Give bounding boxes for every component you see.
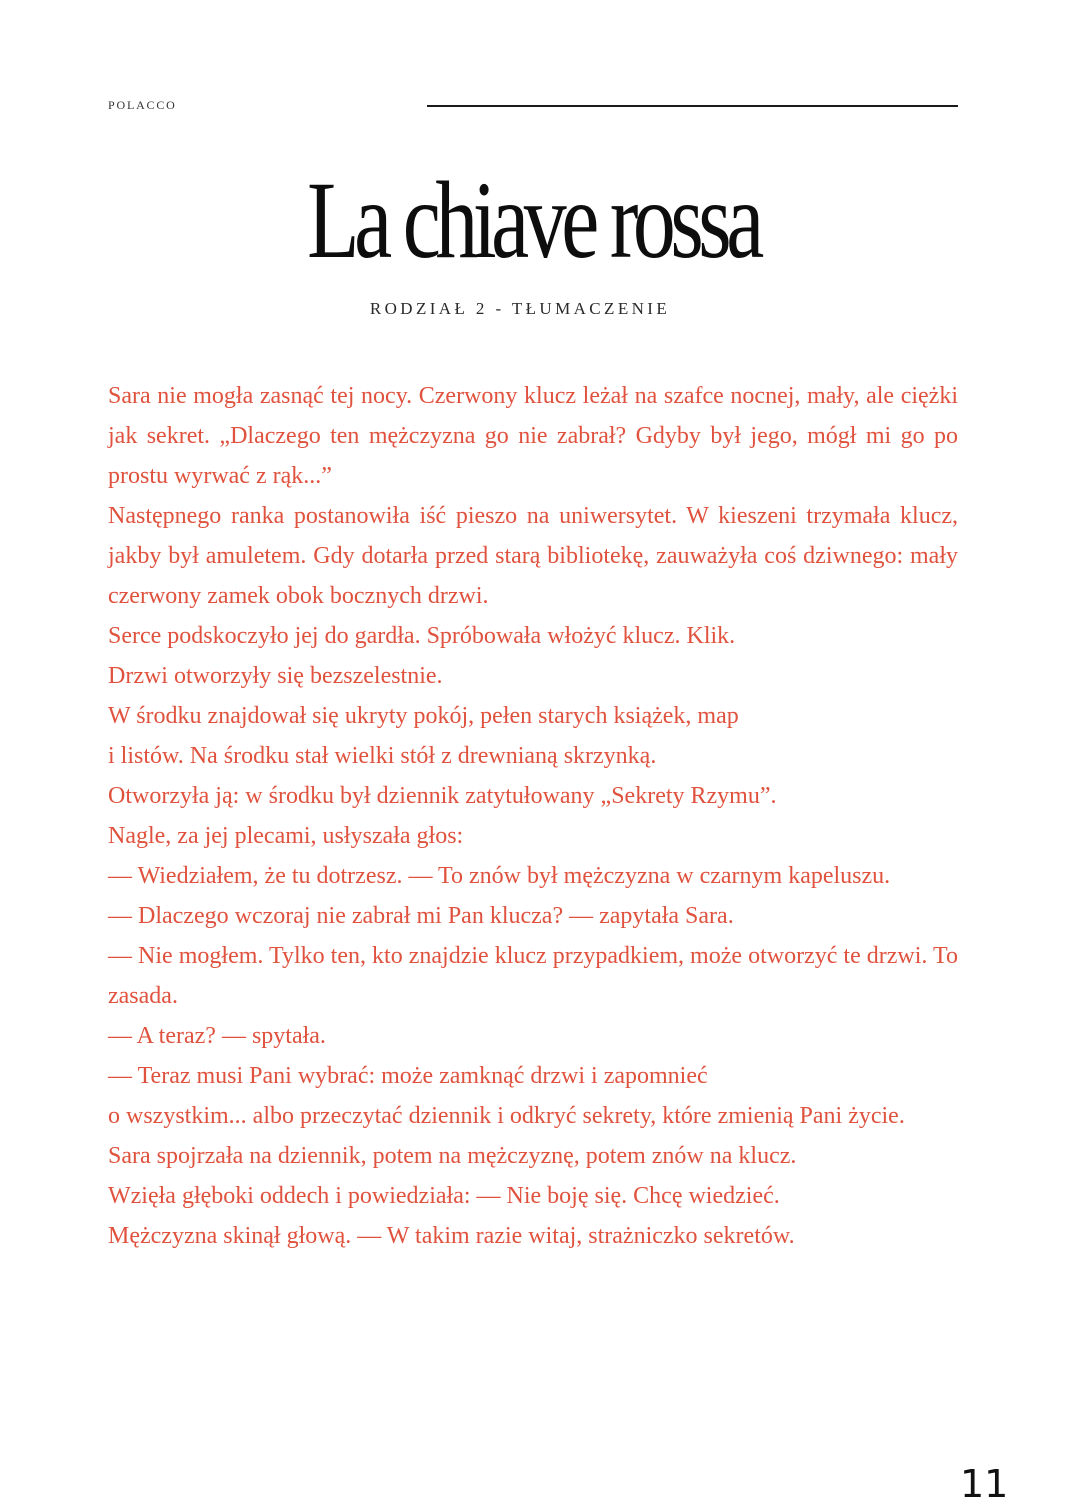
chapter-subtitle: RODZIAŁ 2 - TŁUMACZENIE bbox=[369, 299, 671, 318]
paragraph: — A teraz? — spytała. bbox=[108, 1023, 326, 1049]
paragraph: i listów. Na środku stał wielki stół z drewnianą skrzynką. bbox=[108, 743, 657, 769]
page-title: La chiave rossa bbox=[307, 159, 759, 281]
paragraph: Serce podskoczyło jej do gardła. Spróbowała włożyć klucz. Klik. bbox=[108, 623, 736, 649]
paragraph: Nagle, za jej plecami, usłyszała głos: bbox=[108, 823, 464, 849]
paragraph: Sara nie mogła zasnąć tej nocy. Czerwony klucz leżał na szafce nocnej, mały, ale ciężki jak sekret. „Dlaczego ten mężczyzna go nie zabrał? Gdyby był jego, mógł mi go po prostu wyrwać z rąk...” bbox=[108, 383, 958, 489]
paragraph: Następnego ranka postanowiła iść pieszo na uniwersytet. W kieszeni trzymała klucz, jakby był amuletem. Gdy dotarła przed starą bibliotekę, zauważyła coś dziwnego: mały czerwony zamek obok bocznych drzwi. bbox=[108, 503, 958, 609]
paragraph: — Nie mogłem. Tylko ten, kto znajdzie klucz przypadkiem, może otworzyć te drzwi. To zasada. bbox=[108, 943, 958, 1009]
paragraph: Wzięła głęboki oddech i powiedziała: — Nie boję się. Chcę wiedzieć. bbox=[108, 1183, 780, 1209]
paragraph: Mężczyzna skinął głową. — W takim razie witaj, strażniczko sekretów. bbox=[108, 1223, 795, 1249]
paragraph: Drzwi otworzyły się bezszelestnie. bbox=[108, 663, 443, 689]
page-number: 11 bbox=[960, 1462, 1009, 1506]
brand-label: POLACCO bbox=[108, 98, 177, 112]
paragraph: o wszystkim... albo przeczytać dziennik i odkryć sekrety, które zmienią Pani życie. bbox=[108, 1103, 905, 1129]
paragraph: — Teraz musi Pani wybrać: może zamknąć drzwi i zapomnieć bbox=[108, 1063, 708, 1089]
paragraph: Otworzyła ją: w środku był dziennik zatytułowany „Sekrety Rzymu”. bbox=[108, 783, 777, 809]
paragraph: Sara spojrzała na dziennik, potem na mężczyznę, potem znów na klucz. bbox=[108, 1143, 797, 1169]
paragraph: — Wiedziałem, że tu dotrzesz. — To znów był mężczyzna w czarnym kapeluszu. bbox=[108, 863, 891, 889]
story-text bbox=[108, 376, 958, 1256]
paragraph: — Dlaczego wczoraj nie zabrał mi Pan klucza? — zapytała Sara. bbox=[108, 903, 734, 929]
paragraph: W środku znajdował się ukryty pokój, pełen starych książek, map bbox=[108, 703, 739, 729]
header-divider bbox=[427, 105, 958, 107]
